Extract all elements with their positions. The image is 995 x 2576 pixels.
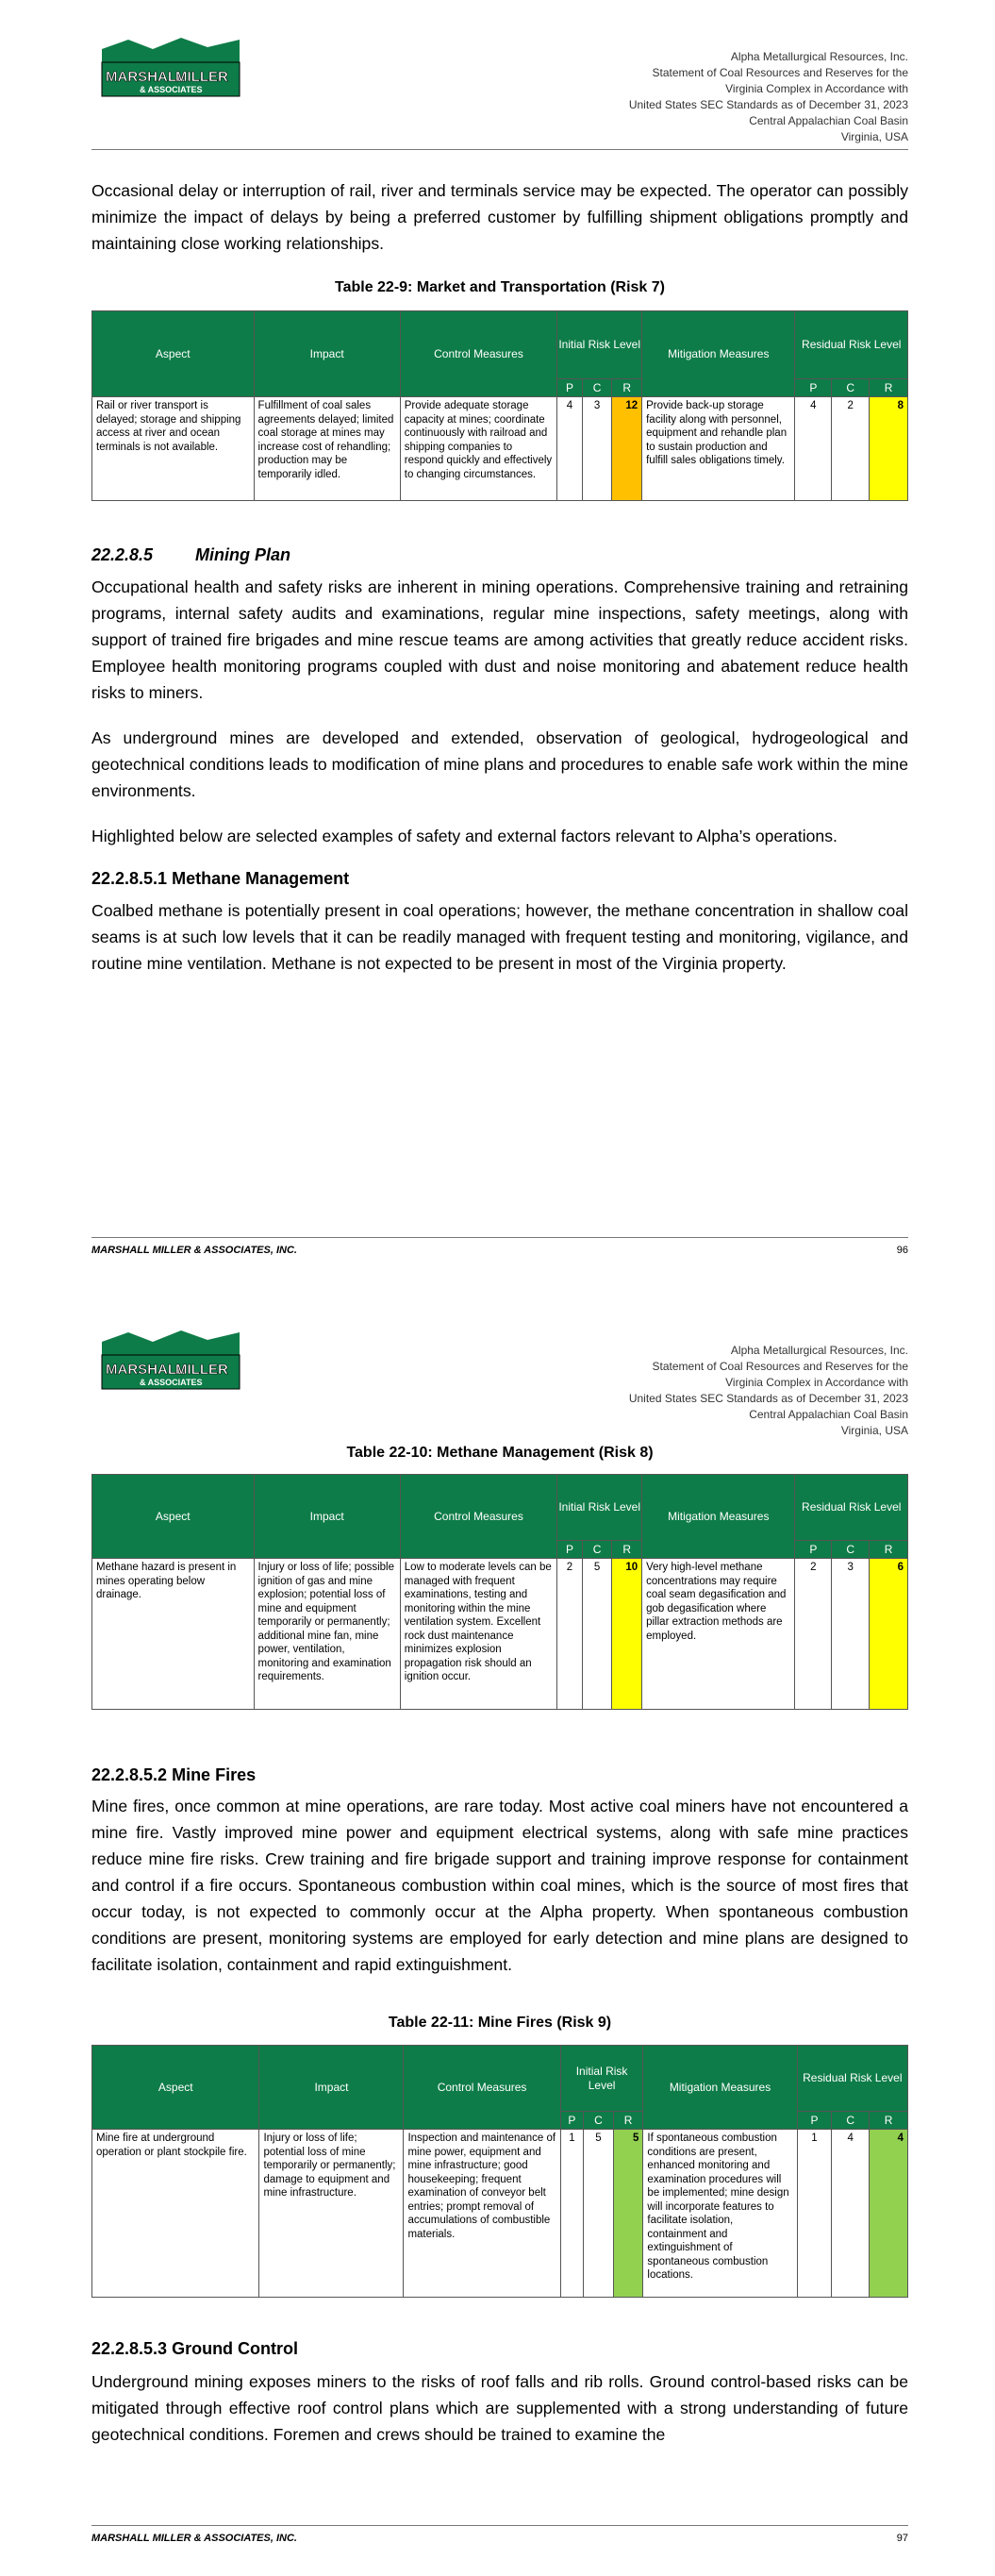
col-r: R <box>612 1541 642 1559</box>
col-c: C <box>582 379 612 397</box>
company-logo <box>94 36 247 111</box>
col-mitigation: Mitigation Measures <box>642 311 795 397</box>
subsection-heading: 22.2.8.5.3 Ground Control <box>91 2339 299 2358</box>
col-c: C <box>584 2112 614 2130</box>
footer-company: MARSHALL MILLER & ASSOCIATES, INC. <box>91 1245 297 1256</box>
header-line: United States SEC Standards as of December 31, 2023 <box>628 1392 908 1405</box>
col-initial-risk: Initial Risk Level <box>557 311 642 379</box>
cell-residual-c: 2 <box>832 397 870 501</box>
logo-word-miller: MILLER <box>175 69 228 85</box>
cell-residual-c: 4 <box>832 2130 870 2298</box>
header-line: Central Appalachian Coal Basin <box>749 1408 908 1421</box>
cell-residual-p: 4 <box>795 397 832 501</box>
cell-mitigation: Very high-level methane concentrations may require coal seam degasification and gob degasification where pillar extraction methods are employed. <box>642 1559 795 1710</box>
header-divider <box>91 149 908 150</box>
cell-aspect: Rail or river transport is delayed; storage and shipping access at river and ocean terminals is not available. <box>92 397 255 501</box>
col-impact: Impact <box>259 2046 404 2130</box>
section-number: 22.2.8.5 <box>91 545 154 564</box>
cell-aspect: Methane hazard is present in mines operating below drainage. <box>92 1559 255 1710</box>
header-line: Virginia, USA <box>840 1424 908 1437</box>
header-line: Alpha Metallurgical Resources, Inc. <box>730 50 908 63</box>
cell-initial-c: 5 <box>584 2130 614 2298</box>
cell-initial-c: 3 <box>582 397 612 501</box>
cell-initial-p: 2 <box>557 1559 583 1710</box>
col-c: C <box>832 379 870 397</box>
subsection-heading: 22.2.8.5.2 Mine Fires <box>91 1765 257 1784</box>
page-97 <box>0 1288 995 2576</box>
col-c: C <box>832 1541 870 1559</box>
paragraph: Occupational health and safety risks are inherent in mining operations. Comprehensive training and retraining programs, internal safety audits and examinations, regular mine inspections, safety meetings, along with support of trained fire brigades and mine rescue teams are among activities that greatly reduce accident risks. Employee health monitoring programs coupled with dust and noise monitoring and abatement reduce health risks to miners. <box>91 577 908 702</box>
paragraph: Mine fires, once common at mine operations, are rare today. Most active coal miners have not encountered a mine fire. Vastly improved mine power and equipment electrical systems, along with safe mine practices reduce mine fire risks. Crew training and fire brigade support and training improve response for containment and control if a fire occurs. Spontaneous combustion within coal mines, which is the source of most fires that occur today, is not expected to commonly occur at the Alpha property. When spontaneous combustion conditions are present, monitoring systems are employed for early detection and mine plans are designed to facilitate isolation, containment and rapid extinguishment. <box>91 1797 908 1974</box>
table-row <box>92 2130 908 2298</box>
cell-control: Provide adequate storage capacity at mines; coordinate continuously with railroad and shipping companies to respond quickly and effectively to changing circumstances. <box>400 397 556 501</box>
paragraph: Underground mining exposes miners to the risks of roof falls and rib rolls. Ground control-based risks can be mitigated through effective roof control plans which are supplemented with a strong understanding of future geotechnical conditions. Foremen and crews should be trained to examine the <box>91 2372 908 2444</box>
cell-initial-p: 1 <box>560 2130 583 2298</box>
col-p: P <box>795 379 832 397</box>
intro-paragraph: Occasional delay or interruption of rail, river and terminals service may be expected. The operator can possibly minimize the impact of delays by being a preferred customer by fulfilling shipment obligations promptly and maintaining close working relationships. <box>91 181 908 253</box>
col-control: Control Measures <box>400 1475 556 1559</box>
cell-initial-c: 5 <box>582 1559 612 1710</box>
cell-control: Low to moderate levels can be managed with frequent examinations, testing and monitoring within the mine ventilation system. Excellent rock dust maintenance minimizes explosion propagation risk should an ignition occur. <box>400 1559 556 1710</box>
footer-divider <box>91 1237 908 1238</box>
col-p: P <box>795 1541 832 1559</box>
cell-initial-p: 4 <box>557 397 583 501</box>
col-c: C <box>582 1541 612 1559</box>
cell-mitigation: Provide back-up storage facility along with personnel, equipment and rehandle plan to sustain production and fulfill sales obligations timely. <box>642 397 795 501</box>
cell-impact: Injury or loss of life; possible ignition of gas and mine explosion; potential loss of mine and equipment temporarily or permanently; additional mine fan, mine power, ventilation, monitoring and examination requirements. <box>254 1559 400 1710</box>
section-heading <box>91 545 290 565</box>
logo-word-marshall: MARSHALL <box>106 1362 186 1378</box>
cell-aspect: Mine fire at underground operation or plant stockpile fire. <box>92 2130 259 2298</box>
cell-impact: Injury or loss of life; potential loss of mine temporarily or permanently; damage to equipment and mine infrastructure. <box>259 2130 404 2298</box>
header-line: United States SEC Standards as of December 31, 2023 <box>628 98 908 111</box>
header-line: Central Appalachian Coal Basin <box>749 114 908 127</box>
col-mitigation: Mitigation Measures <box>642 1475 795 1559</box>
col-aspect: Aspect <box>92 2046 259 2130</box>
cell-residual-p: 1 <box>797 2130 832 2298</box>
cell-control: Inspection and maintenance of mine power, equipment and mine infrastructure; good housekeeping; frequent examination of conveyor belt entries; prompt removal of accumulations of combustible materials. <box>404 2130 560 2298</box>
document-header <box>629 49 908 145</box>
table-caption: Table 22-11: Mine Fires (Risk 9) <box>388 2015 612 2031</box>
col-impact: Impact <box>254 311 400 397</box>
table-row <box>92 397 908 501</box>
cell-initial-r: 5 <box>613 2130 643 2298</box>
col-r: R <box>870 379 908 397</box>
col-r: R <box>870 2112 908 2130</box>
page-number: 97 <box>896 2533 908 2544</box>
cell-residual-r: 8 <box>870 397 908 501</box>
cell-mitigation: If spontaneous combustion conditions are present, enhanced monitoring and examination procedures will be implemented; mine design will incorporate features to facilitate isolation, containment and extinguishment of spontaneous combustion locations. <box>643 2130 797 2298</box>
table-row <box>92 1559 908 1710</box>
cell-residual-r: 6 <box>870 1559 908 1710</box>
paragraph: Highlighted below are selected examples of safety and external factors relevant to Alpha’s operations. <box>91 827 837 845</box>
col-residual-risk: Residual Risk Level <box>795 1475 908 1541</box>
risk-table-9 <box>91 2045 908 2298</box>
col-r: R <box>613 2112 643 2130</box>
cell-residual-r: 4 <box>870 2130 908 2298</box>
col-p: P <box>797 2112 832 2130</box>
col-c: C <box>832 2112 870 2130</box>
col-residual-risk: Residual Risk Level <box>795 311 908 379</box>
col-aspect: Aspect <box>92 1475 255 1559</box>
col-control: Control Measures <box>404 2046 560 2130</box>
document-header <box>629 1343 908 1439</box>
paragraph: Coalbed methane is potentially present in coal operations; however, the methane concentration in shallow coal seams is at such low levels that it can be readily managed with frequent testing and monitoring, vigilance, and routine mine ventilation. Methane is not expected to be present in most of the Virginia property. <box>91 901 908 973</box>
subsection-heading: 22.2.8.5.1 Methane Management <box>91 869 350 888</box>
cell-residual-p: 2 <box>795 1559 832 1710</box>
footer-divider <box>91 2525 908 2526</box>
col-residual-risk: Residual Risk Level <box>797 2046 907 2112</box>
col-aspect: Aspect <box>92 311 255 397</box>
logo-word-associates: & ASSOCIATES <box>140 1378 203 1387</box>
footer-company: MARSHALL MILLER & ASSOCIATES, INC. <box>91 2533 297 2544</box>
col-p: P <box>557 1541 583 1559</box>
header-line: Virginia, USA <box>840 130 908 143</box>
col-r: R <box>612 379 642 397</box>
col-r: R <box>870 1541 908 1559</box>
col-initial-risk: Initial Risk Level <box>560 2046 643 2112</box>
header-line: Virginia Complex in Accordance with <box>725 82 908 95</box>
cell-initial-r: 12 <box>612 397 642 501</box>
header-line: Alpha Metallurgical Resources, Inc. <box>730 1344 908 1357</box>
logo-word-associates: & ASSOCIATES <box>140 85 203 94</box>
table-caption: Table 22-9: Market and Transportation (Risk 7) <box>334 279 665 295</box>
header-line: Virginia Complex in Accordance with <box>725 1376 908 1389</box>
risk-table-8 <box>91 1474 908 1710</box>
logo-word-miller: MILLER <box>175 1362 228 1378</box>
header-line: Statement of Coal Resources and Reserves for the <box>652 1360 908 1373</box>
cell-impact: Fulfillment of coal sales agreements delayed; limited coal storage at mines may increase cost of rehandling; production may be temporarily idled. <box>254 397 400 501</box>
cell-residual-c: 3 <box>832 1559 870 1710</box>
col-mitigation: Mitigation Measures <box>643 2046 797 2130</box>
col-initial-risk: Initial Risk Level <box>557 1475 642 1541</box>
col-impact: Impact <box>254 1475 400 1559</box>
col-p: P <box>557 379 583 397</box>
col-p: P <box>560 2112 583 2130</box>
risk-table-7 <box>91 310 908 501</box>
header-line: Statement of Coal Resources and Reserves for the <box>652 66 908 79</box>
page-number: 96 <box>896 1245 908 1256</box>
paragraph: As underground mines are developed and extended, observation of geological, hydrogeological and geotechnical conditions leads to modification of mine plans and procedures to enable safe work within the mine environments. <box>91 728 908 800</box>
section-title: Mining Plan <box>195 545 290 564</box>
col-control: Control Measures <box>400 311 556 397</box>
company-logo <box>94 1329 247 1404</box>
logo-word-marshall: MARSHALL <box>106 69 186 85</box>
cell-initial-r: 10 <box>612 1559 642 1710</box>
table-caption: Table 22-10: Methane Management (Risk 8) <box>346 1445 654 1461</box>
